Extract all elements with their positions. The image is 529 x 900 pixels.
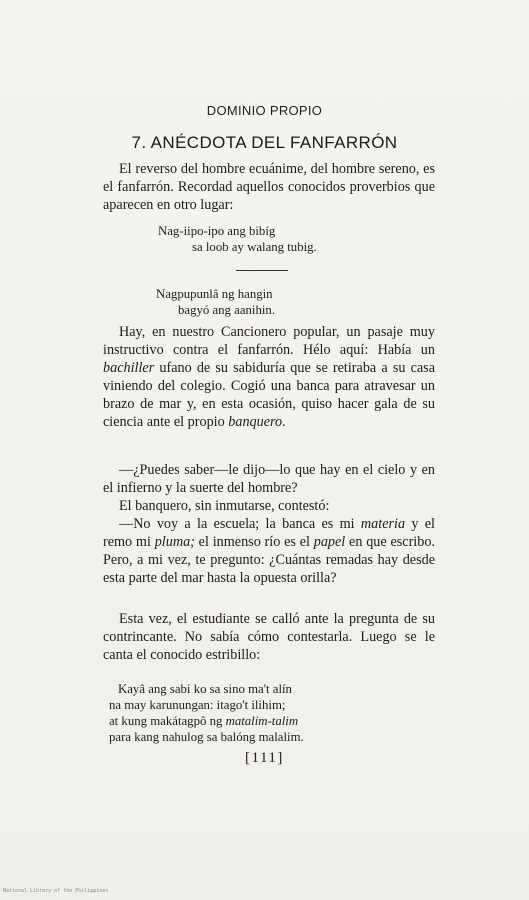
- paragraph-question: —¿Puedes saber—le dijo—lo que hay en el cielo y en el infierno y la suerte del hombre?: [103, 462, 435, 496]
- verse-line: [109, 713, 304, 729]
- italic-term: bachiller: [103, 360, 155, 376]
- running-head: DOMINIO PROPIO: [206, 103, 323, 118]
- paragraph-answer: [103, 515, 435, 587]
- italic-term: matalim-talim: [225, 714, 299, 728]
- verse-line: Kayâ ang sabi ko sa sino ma't alín: [118, 682, 292, 696]
- proverb-verse-2: [156, 286, 275, 318]
- chapter-title: 7. ANÉCDOTA DEL FANFARRÓN: [131, 133, 398, 152]
- text-run: —No voy a la escuela; la banca es mi: [119, 516, 361, 532]
- text-run: el inmenso río es el: [194, 534, 314, 550]
- italic-term: materia: [360, 516, 406, 532]
- text-run: en que escribo. Pero, a mi vez, te pregunto: ¿Cuántas remadas hay desde esta parte del mar hasta la opuesta orilla?: [103, 534, 435, 586]
- verse-line: bagyó ang aanihin.: [178, 303, 276, 317]
- text-run: y el remo mi: [103, 516, 435, 550]
- verse-line: Nagpupunlâ ng hangin: [156, 287, 273, 301]
- verse-line: para kang nahulog sa balóng malalim.: [109, 730, 304, 744]
- section-divider: [236, 270, 288, 271]
- verse-line: Nag-iipo-ipo ang bibíg: [158, 224, 276, 238]
- italic-term: banquero: [228, 414, 283, 430]
- verse-line: sa loob ay walang tubig.: [192, 240, 317, 254]
- paragraph-cancionero: [103, 323, 435, 431]
- text-run: .: [282, 414, 286, 430]
- italic-term: papel: [313, 534, 346, 550]
- italic-term: pluma;: [154, 534, 195, 550]
- proverb-verse-1: [158, 223, 317, 255]
- text-run: at kung makátagpô ng: [109, 714, 226, 728]
- text-run: ufano de su sabiduría que se retiraba a su casa viniendo del colegio. Cogió una banca para atravesar un brazo de mar y, en esta ocasión, quiso hacer gala de su ciencia ante el propio: [103, 360, 435, 430]
- library-watermark: National Library of the Philippines: [3, 888, 109, 894]
- paragraph-banquero: El banquero, sin inmutarse, contestó:: [119, 498, 330, 514]
- page-number: [111]: [245, 750, 284, 766]
- paragraph-estudiante: Esta vez, el estudiante se calló ante la pregunta de su contrincante. No sabía cómo contestarla. Luego se le canta el conocido estribillo:: [103, 611, 435, 663]
- verse-line: na may karunungan: itago't ilihim;: [109, 698, 286, 712]
- text-run: Hay, en nuestro Cancionero popular, un pasaje muy instructivo contra el fanfarrón. Hélo aquí: Había un: [103, 324, 435, 358]
- estribillo-verse: [109, 681, 304, 745]
- paragraph-intro: El reverso del hombre ecuánime, del hombre sereno, es el fanfarrón. Recordad aquellos conocidos proverbios que aparecen en otro lugar:: [103, 161, 435, 213]
